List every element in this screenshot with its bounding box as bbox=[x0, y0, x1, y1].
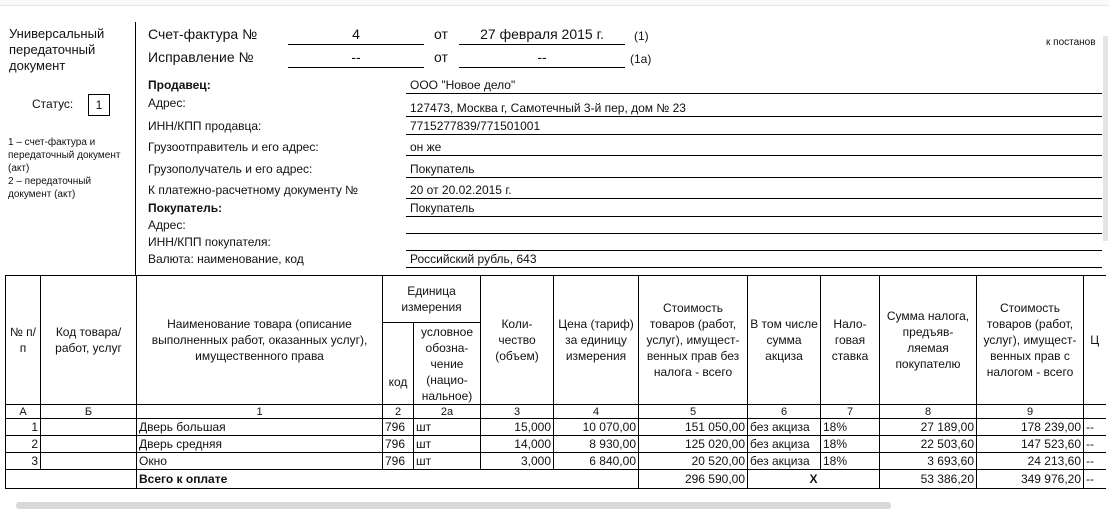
table-header-row-1 bbox=[6, 276, 1106, 323]
row-name: Дверь средняя bbox=[137, 436, 383, 453]
buyer-address-line bbox=[406, 233, 1102, 234]
horizontal-scrollbar[interactable] bbox=[16, 502, 891, 509]
row-excise: без акциза bbox=[748, 436, 821, 453]
invoice-number: 4 bbox=[352, 26, 360, 42]
row-cost: 151 050,00 bbox=[639, 419, 748, 436]
buyer-inn-label: ИНН/КПП покупателя: bbox=[148, 235, 271, 249]
header-extra: Ц bbox=[1084, 276, 1106, 405]
shipper-line bbox=[406, 155, 1102, 156]
correction-number-line bbox=[288, 67, 424, 68]
totals-tax: 53 386,20 bbox=[880, 470, 977, 489]
column-letters-row bbox=[6, 405, 1106, 419]
invoice-date: 27 февраля 2015 г. bbox=[480, 26, 604, 42]
header-num: № п/п bbox=[6, 276, 41, 405]
row-qty: 14,000 bbox=[481, 436, 554, 453]
row-rate: 18% bbox=[821, 436, 880, 453]
row-qty: 3,000 bbox=[481, 453, 554, 470]
seller-address-line bbox=[406, 116, 1102, 117]
header-cost-no-tax: Стоимость товаров (работ, услуг), имущест-венных прав без налога - всего bbox=[639, 276, 748, 405]
table-row bbox=[6, 436, 1106, 453]
header-code: Код товара/ работ, услуг bbox=[41, 276, 137, 405]
row-extra: -- bbox=[1084, 453, 1106, 470]
col-letter: 9 bbox=[977, 405, 1084, 419]
shipper-value: он же bbox=[410, 140, 442, 154]
row-unit-name: шт bbox=[414, 436, 481, 453]
invoice-number-line bbox=[288, 44, 424, 45]
seller-label: Продавец: bbox=[148, 78, 211, 92]
document-title: Универсальный передаточный документ bbox=[9, 26, 105, 73]
totals-excise: Х bbox=[748, 470, 880, 489]
seller-address-label: Адрес: bbox=[148, 96, 186, 110]
row-excise: без акциза bbox=[748, 419, 821, 436]
consignee-line bbox=[406, 177, 1102, 178]
totals-blank bbox=[6, 470, 137, 489]
goods-table bbox=[5, 275, 1106, 489]
row-code bbox=[41, 419, 137, 436]
correction-number: -- bbox=[351, 49, 361, 65]
row-name: Дверь большая bbox=[137, 419, 383, 436]
header-unit-name: условное обозна-чение (нацио-нальное) bbox=[414, 323, 481, 405]
row-unit-code: 796 bbox=[383, 419, 414, 436]
totals-cost: 296 590,00 bbox=[639, 470, 748, 489]
header-tax-rate: Нало-говая ставка bbox=[821, 276, 880, 405]
seller-inn-label: ИНН/КПП продавца: bbox=[148, 119, 262, 133]
col-letter: 2 bbox=[383, 405, 414, 419]
row-num: 2 bbox=[6, 436, 41, 453]
seller-address-value: 127473, Москва г, Самотечный 3-й пер, дом № 23 bbox=[410, 101, 686, 115]
totals-label: Всего к оплате bbox=[137, 470, 639, 489]
row-tax: 22 503,60 bbox=[880, 436, 977, 453]
row-extra: -- bbox=[1084, 436, 1106, 453]
table-row bbox=[6, 453, 1106, 470]
payment-doc-value: 20 от 20.02.2015 г. bbox=[410, 183, 512, 197]
status-note-2: 2 – передаточный документ (акт) bbox=[8, 176, 92, 200]
invoice-code: (1) bbox=[634, 29, 649, 43]
col-letter: 8 bbox=[880, 405, 977, 419]
row-code bbox=[41, 453, 137, 470]
col-letter: 2а bbox=[414, 405, 481, 419]
col-letter: А bbox=[6, 405, 41, 419]
col-letter: 7 bbox=[821, 405, 880, 419]
row-unit-name: шт bbox=[414, 419, 481, 436]
totals-extra: -- bbox=[1084, 470, 1106, 489]
header-price: Цена (тариф) за единицу измерения bbox=[554, 276, 639, 405]
buyer-inn-line bbox=[406, 250, 1102, 251]
row-cost: 20 520,00 bbox=[639, 453, 748, 470]
header-unit-group: Единица измерения bbox=[383, 276, 481, 323]
window-top-edge bbox=[0, 0, 1109, 6]
row-qty: 15,000 bbox=[481, 419, 554, 436]
row-excise: без акциза bbox=[748, 453, 821, 470]
seller-line bbox=[406, 93, 1102, 94]
consignee-label: Грузополучатель и его адрес: bbox=[148, 162, 313, 176]
buyer-label: Покупатель: bbox=[148, 201, 223, 215]
invoice-label: Счет-фактура № bbox=[148, 26, 258, 42]
header-unit-code: код bbox=[383, 323, 414, 405]
row-extra: -- bbox=[1084, 419, 1106, 436]
col-letter: 1 bbox=[137, 405, 383, 419]
invoice-from-label: от bbox=[434, 26, 448, 42]
row-total: 147 523,60 bbox=[977, 436, 1084, 453]
row-total: 24 213,60 bbox=[977, 453, 1084, 470]
col-letter: Б bbox=[41, 405, 137, 419]
col-letter: 4 bbox=[554, 405, 639, 419]
row-unit-name: шт bbox=[414, 453, 481, 470]
left-panel-divider bbox=[135, 22, 136, 275]
decree-note: к постанов bbox=[1046, 37, 1096, 48]
totals-total: 349 976,20 bbox=[977, 470, 1084, 489]
shipper-label: Грузоотправитель и его адрес: bbox=[148, 140, 319, 154]
row-price: 10 070,00 bbox=[554, 419, 639, 436]
vertical-scrollbar[interactable] bbox=[1103, 36, 1108, 241]
row-rate: 18% bbox=[821, 453, 880, 470]
row-tax: 3 693,60 bbox=[880, 453, 977, 470]
header-excise: В том числе сумма акциза bbox=[748, 276, 821, 405]
col-letter: 3 bbox=[481, 405, 554, 419]
totals-row bbox=[6, 470, 1106, 489]
header-cost-with-tax: Стоимость товаров (работ, услуг), имущест-венных прав с налогом - всего bbox=[977, 276, 1084, 405]
consignee-value: Покупатель bbox=[410, 162, 475, 176]
correction-date-line bbox=[459, 67, 625, 68]
header-name: Наименование товара (описание выполненных работ, оказанных услуг), имущественного права bbox=[137, 276, 383, 405]
payment-doc-line bbox=[406, 198, 1102, 199]
buyer-line bbox=[406, 216, 1102, 217]
row-price: 8 930,00 bbox=[554, 436, 639, 453]
invoice-date-line bbox=[459, 44, 625, 45]
currency-label: Валюта: наименование, код bbox=[148, 252, 304, 266]
buyer-value: Покупатель bbox=[410, 201, 475, 215]
table-row bbox=[6, 419, 1106, 436]
col-letter bbox=[1084, 405, 1106, 419]
row-name: Окно bbox=[137, 453, 383, 470]
status-value-box: 1 bbox=[88, 94, 110, 116]
col-letter: 6 bbox=[748, 405, 821, 419]
row-unit-code: 796 bbox=[383, 436, 414, 453]
correction-date: -- bbox=[537, 49, 547, 65]
row-price: 6 840,00 bbox=[554, 453, 639, 470]
payment-doc-label: К платежно-расчетному документу № bbox=[148, 183, 359, 197]
correction-code: (1а) bbox=[630, 52, 652, 66]
col-letter: 5 bbox=[639, 405, 748, 419]
buyer-address-label: Адрес: bbox=[148, 218, 186, 232]
row-code bbox=[41, 436, 137, 453]
currency-line bbox=[406, 267, 1102, 268]
row-num: 3 bbox=[6, 453, 41, 470]
correction-label: Исправление № bbox=[148, 49, 254, 65]
row-num: 1 bbox=[6, 419, 41, 436]
row-unit-code: 796 bbox=[383, 453, 414, 470]
status-label: Статус: bbox=[32, 97, 74, 111]
seller-inn-value: 7715277839/771501001 bbox=[410, 119, 541, 133]
row-tax: 27 189,00 bbox=[880, 419, 977, 436]
row-cost: 125 020,00 bbox=[639, 436, 748, 453]
currency-value: Российский рубль, 643 bbox=[410, 252, 537, 266]
seller-inn-line bbox=[406, 134, 1102, 135]
header-tax-sum: Сумма налога, предъяв-ляемая покупателю bbox=[880, 276, 977, 405]
row-total: 178 239,00 bbox=[977, 419, 1084, 436]
seller-value: ООО "Новое дело" bbox=[410, 78, 516, 92]
row-rate: 18% bbox=[821, 419, 880, 436]
correction-from-label: от bbox=[434, 49, 448, 65]
header-qty: Коли-чество (объем) bbox=[481, 276, 554, 405]
status-note-1: 1 – счет-фактура и передаточный документ (акт) bbox=[8, 137, 121, 174]
